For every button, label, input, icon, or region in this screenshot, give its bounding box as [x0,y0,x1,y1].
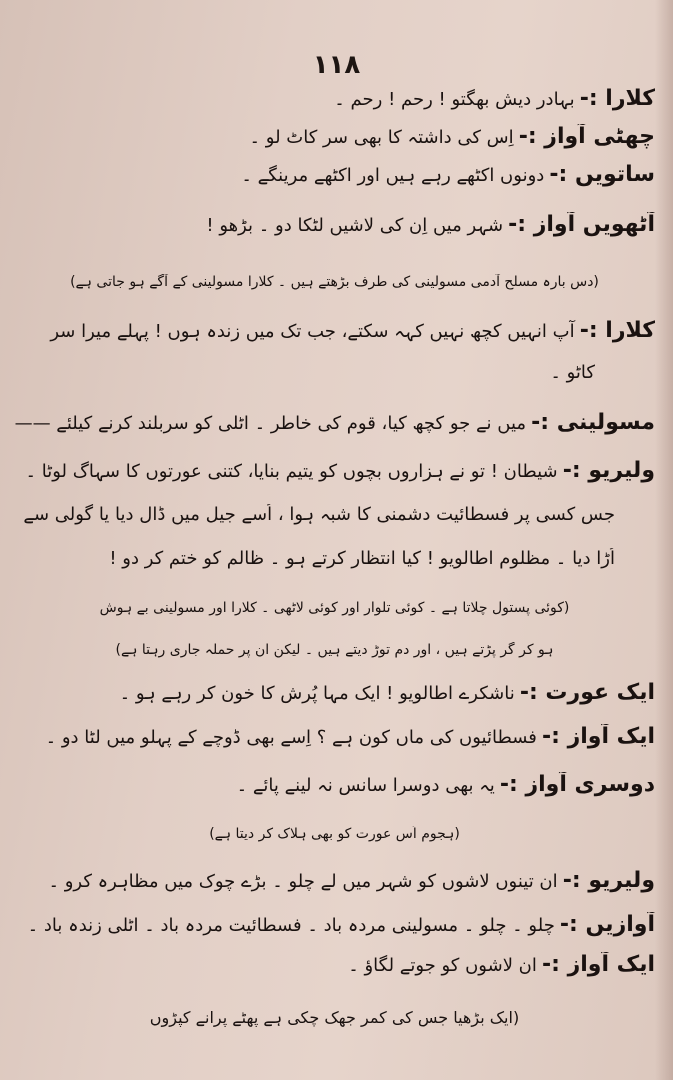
dialogue-line [14,410,655,436]
speaker-name: چھٹی آواز :- [518,124,655,149]
dialogue-line [14,458,655,484]
dialogue-line [14,772,655,798]
dialogue-text: آپ انہیں کچھ نہیں کہہ سکتے، جب تک میں زندہ ہوں ! پہلے میرا سر [50,321,575,342]
dialogue-text: فسطائیوں کی ماں کون ہے ؟ اِسے بھی ڈوچے کے پہلو میں لٹا دو ۔ [45,727,537,748]
dialogue-line [14,912,655,938]
stage-direction: (ہجوم اُس عورت کو بھی ہلاک کر دیتا ہے) [209,826,460,842]
dialogue-text: یہ بھی دوسرا سانس نہ لینے پائے ۔ [236,775,495,796]
dialogue-text: اِس کی داشتہ کا بھی سر کاٹ لو ۔ [249,127,514,148]
stage-direction: ہو کر گر پڑتے ہیں ، اور دم توڑ دیتے ہیں ۔ لیکن ان پر حملہ جاری رہتا ہے) [115,642,554,658]
speaker-name: ایک عورت :- [519,680,655,705]
stage-direction: (دس بارہ مسلح آدمی مسولینی کی طرف بڑھتے ہیں ۔ کلارا مسولینی کے آگے ہو جاتی ہے) [70,274,599,290]
dialogue-line [14,124,655,150]
dialogue-text: شہر میں اِن کی لاشیں لٹکا دو ۔ بڑھو ! [206,215,504,236]
stage-direction: (ایک بڑھیا جس کی کمر جھک چکی ہے پھٹے پرانے کپڑوں [149,1008,520,1027]
page-number: ۱۱۸ [312,50,361,80]
dialogue-text: میں نے جو کچھ کیا، قوم کی خاطر ۔ اٹلی کو سربلند کرنے کیلئے —— [14,413,527,434]
speaker-name: دوسری آواز :- [499,772,655,797]
dialogue-line [14,680,655,706]
speaker-name: ساتویں :- [549,162,655,187]
speaker-name: کلارا :- [579,318,655,343]
dialogue-line [14,212,655,238]
dialogue-line [14,162,655,188]
dialogue-text: ناشکرے اطالویو ! ایک مہا پُرش کا خون کر رہے ہو ۔ [119,683,515,704]
dialogue-text: شیطان ! تو نے ہزاروں بچوں کو یتیم بنایا، کتنی عورتوں کا سہاگ لوٹا ۔ [25,461,558,482]
dialogue-text: ان تینوں لاشوں کو شہر میں لے چلو ۔ بڑے چوک میں مظاہرہ کرو ۔ [48,871,558,892]
stage-direction: (کوئی پستول چلاتا ہے ۔ کوئی تلوار اور کوئی لاٹھی ۔ کلارا اور مسولینی بے ہوش [99,600,570,616]
dialogue-continuation: کاٹو ۔ [550,362,595,383]
dialogue-continuation: اُڑا دیا ۔ مظلوم اطالویو ! کیا انتظار کرتے ہو ۔ ظالم کو ختم کر دو ! [109,548,615,569]
speaker-name: ایک آواز :- [542,724,655,749]
dialogue-line [14,724,655,750]
dialogue-text: چلو ۔ چلو ۔ مسولینی مردہ باد ۔ فسطائیت مردہ باد ۔ اٹلی زندہ باد ۔ [27,915,555,936]
speaker-name: آٹھویں آواز :- [508,212,655,237]
speaker-name: آوازیں :- [559,912,655,937]
speaker-name: مسولینی :- [531,410,655,435]
dialogue-line [14,318,655,344]
dialogue-continuation: جس کسی پر فسطائیت دشمنی کا شبہ ہوا ، اُسے جیل میں ڈال دیا یا گولی سے [23,504,615,525]
speaker-name: کلارا :- [579,86,655,111]
dialogue-text: ان لاشوں کو جوتے لگاؤ ۔ [348,955,537,976]
dialogue-line [14,952,655,978]
speaker-name: ولیریو :- [562,868,655,893]
dialogue-line [14,86,655,112]
page-text [14,0,655,1080]
dialogue-text: دونوں اکٹھے رہے ہیں اور اکٹھے مرینگے ۔ [241,165,545,186]
dialogue-text: بہادر دیش بھگتو ! رحم ! رحم ۔ [334,89,575,110]
speaker-name: ایک آواز :- [542,952,655,977]
speaker-name: ولیریو :- [562,458,655,483]
dialogue-line [14,868,655,894]
